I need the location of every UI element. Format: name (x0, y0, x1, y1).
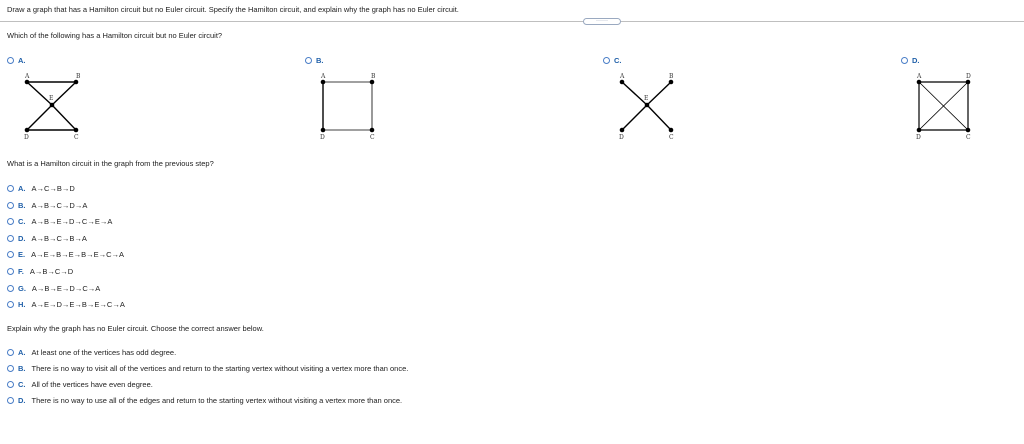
option-letter: A. (18, 348, 26, 357)
option-text: A→C→B→D (31, 184, 75, 193)
radio-button[interactable] (7, 397, 14, 404)
q2-prompt: What is a Hamilton circuit in the graph from the previous step? (7, 159, 214, 168)
option-text: A→E→B→E→B→E→C→A (31, 250, 125, 259)
option-text: All of the vertices have even degree. (31, 380, 153, 389)
option-letter: D. (18, 396, 26, 405)
expand-handle[interactable]: ······ (583, 18, 621, 25)
vertex-label: C (669, 134, 674, 141)
q2-option-e[interactable] (7, 250, 124, 259)
vertex-label: D (916, 134, 921, 141)
radio-button[interactable] (603, 57, 610, 64)
radio-button[interactable] (7, 285, 14, 292)
radio-button[interactable] (7, 349, 14, 356)
q2-option-h[interactable] (7, 300, 125, 309)
option-letter: A. (18, 184, 26, 193)
vertex-label: E (644, 95, 649, 102)
radio-button[interactable] (7, 202, 14, 209)
option-letter: D. (912, 56, 920, 65)
graph-d (907, 72, 977, 152)
radio-button[interactable] (7, 365, 14, 372)
graph-c (610, 72, 680, 152)
vertex-label: D (966, 73, 971, 80)
radio-button[interactable] (7, 185, 14, 192)
vertex-label: B (371, 73, 376, 80)
vertex-label: C (370, 134, 375, 141)
q3-option-d[interactable] (7, 396, 402, 405)
q3-option-b[interactable] (7, 364, 408, 373)
vertex-label: D (320, 134, 325, 141)
option-letter: C. (18, 217, 26, 226)
radio-button[interactable] (7, 268, 14, 275)
q1-option-a[interactable] (7, 56, 32, 65)
vertex-label: A (917, 73, 922, 80)
radio-button[interactable] (305, 57, 312, 64)
option-text: A→B→C→B→A (31, 234, 87, 243)
q3-option-c[interactable] (7, 380, 153, 389)
q2-option-g[interactable] (7, 284, 100, 293)
option-letter: B. (18, 201, 26, 210)
vertex-label: E (49, 95, 54, 102)
option-text: A→B→C→D→A (31, 201, 88, 210)
option-text: A→E→D→E→B→E→C→A (31, 300, 125, 309)
option-letter: F. (18, 267, 24, 276)
option-letter: E. (18, 250, 26, 259)
option-letter: H. (18, 300, 26, 309)
option-letter: B. (18, 364, 26, 373)
vertex-label: C (966, 134, 971, 141)
q1-prompt: Which of the following has a Hamilton circuit but no Euler circuit? (7, 31, 223, 40)
instruction-text: Draw a graph that has a Hamilton circuit but no Euler circuit. Specify the Hamilton circuit, and explain why the graph has no Euler circuit. (7, 5, 459, 14)
radio-button[interactable] (7, 381, 14, 388)
vertex-label: A (620, 73, 625, 80)
option-text: A→B→C→D (29, 267, 74, 276)
q1-option-c[interactable] (603, 56, 628, 65)
q3-prompt: Explain why the graph has no Euler circuit. Choose the correct answer below. (7, 324, 264, 333)
option-letter: A. (18, 56, 26, 65)
option-letter: B. (316, 56, 324, 65)
option-text: At least one of the vertices has odd degree. (31, 348, 177, 357)
vertex-label: D (24, 134, 29, 141)
radio-button[interactable] (7, 218, 14, 225)
option-text: There is no way to visit all of the vertices and return to the starting vertex without visiting a vertex more than once. (31, 364, 409, 373)
divider (0, 21, 1024, 22)
option-text: There is no way to use all of the edges and return to the starting vertex without visiting a vertex more than once. (31, 396, 403, 405)
option-letter: G. (18, 284, 26, 293)
option-text: A→B→E→D→C→E→A (31, 217, 113, 226)
q1-option-b[interactable] (305, 56, 330, 65)
q2-option-c[interactable] (7, 217, 112, 226)
q3-option-a[interactable] (7, 348, 176, 357)
option-letter: C. (614, 56, 622, 65)
vertex-label: B (76, 73, 81, 80)
vertex-label: D (619, 134, 624, 141)
option-letter: C. (18, 380, 26, 389)
radio-button[interactable] (7, 235, 14, 242)
option-letter: D. (18, 234, 26, 243)
option-text: A→B→E→D→C→A (31, 284, 101, 293)
graph-b (311, 72, 381, 152)
vertex-label: A (321, 73, 326, 80)
radio-button[interactable] (7, 251, 14, 258)
radio-button[interactable] (7, 57, 14, 64)
radio-button[interactable] (901, 57, 908, 64)
q2-option-b[interactable] (7, 201, 87, 210)
q1-option-d[interactable] (901, 56, 926, 65)
radio-button[interactable] (7, 301, 14, 308)
vertex-label: C (74, 134, 79, 141)
q2-option-a[interactable] (7, 184, 75, 193)
graph-a (15, 72, 85, 152)
q2-option-f[interactable] (7, 267, 73, 276)
q2-option-d[interactable] (7, 234, 87, 243)
vertex-label: B (669, 73, 674, 80)
vertex-label: A (25, 73, 30, 80)
